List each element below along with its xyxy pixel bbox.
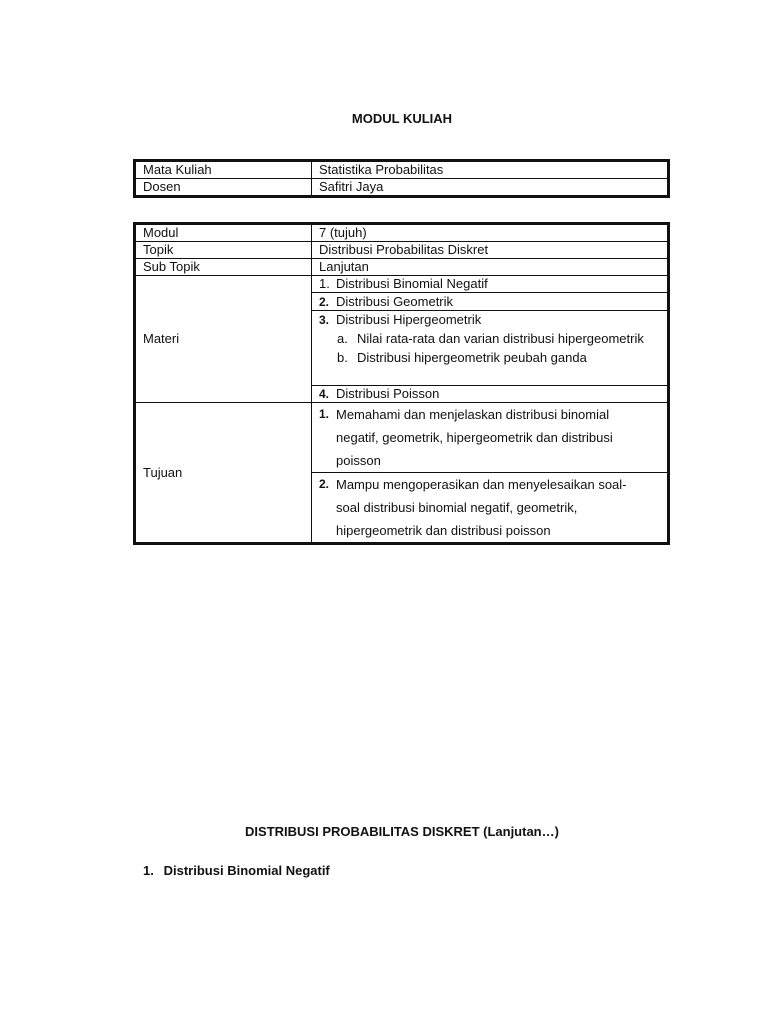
materi-subitem — [319, 350, 667, 366]
subsection-title: Distribusi Binomial Negatif — [163, 863, 330, 878]
subsection-number: 1. — [143, 863, 154, 878]
materi-item-number: 1. — [319, 276, 330, 291]
tujuan-item — [312, 473, 669, 544]
mata-kuliah-value: Statistika Probabilitas — [312, 161, 669, 179]
mata-kuliah-label: Mata Kuliah — [135, 161, 312, 179]
modul-value: 7 (tujuh) — [312, 224, 669, 242]
tujuan-item-text: Mampu mengoperasikan dan menyelesaikan soal-soal distribusi binomial negatif, geometrik, hipergeometrik dan distribusi poisson — [336, 477, 627, 538]
course-info-table — [133, 159, 670, 198]
materi-item — [312, 386, 669, 403]
tujuan-item-text: Memahami dan menjelaskan distribusi binomial negatif, geometrik, hipergeometrik dan distribusi poisson — [336, 407, 613, 468]
tujuan-label: Tujuan — [135, 403, 312, 544]
materi-label: Materi — [135, 276, 312, 403]
materi-item — [312, 311, 669, 386]
materi-item-number: 4. — [319, 387, 330, 401]
tujuan-item — [312, 403, 669, 473]
module-table — [133, 222, 670, 545]
topik-label: Topik — [135, 242, 312, 259]
materi-subitem-letter: b. — [337, 350, 348, 365]
materi-subitem-letter: a. — [337, 331, 348, 346]
tujuan-item-number: 2. — [319, 477, 330, 491]
materi-item-text: Distribusi Binomial Negatif — [336, 276, 488, 291]
document-title: MODUL KULIAH — [351, 111, 453, 126]
materi-item — [312, 293, 669, 311]
materi-item-text: Distribusi Geometrik — [336, 293, 454, 309]
topik-value: Distribusi Probabilitas Diskret — [312, 242, 669, 259]
materi-item — [312, 276, 669, 293]
section-heading: DISTRIBUSI PROBABILITAS DISKRET (Lanjutan…) — [245, 824, 559, 839]
sub-topik-value: Lanjutan — [312, 259, 669, 276]
materi-item-text: Distribusi Hipergeometrik — [336, 312, 482, 327]
materi-subitem-text: Distribusi hipergeometrik peubah ganda — [357, 350, 587, 365]
subsection-heading — [143, 863, 330, 878]
materi-item-text: Distribusi Poisson — [336, 386, 440, 401]
sub-topik-label: Sub Topik — [135, 259, 312, 276]
dosen-label: Dosen — [135, 179, 312, 197]
materi-item-number: 2. — [319, 294, 330, 309]
tujuan-item-number: 1. — [319, 407, 330, 421]
materi-subitem-text: Nilai rata-rata dan varian distribusi hipergeometrik — [357, 331, 644, 346]
dosen-value: Safitri Jaya — [312, 179, 669, 197]
materi-item-number: 3. — [319, 313, 330, 327]
materi-subitem — [319, 331, 667, 350]
modul-label: Modul — [135, 224, 312, 242]
